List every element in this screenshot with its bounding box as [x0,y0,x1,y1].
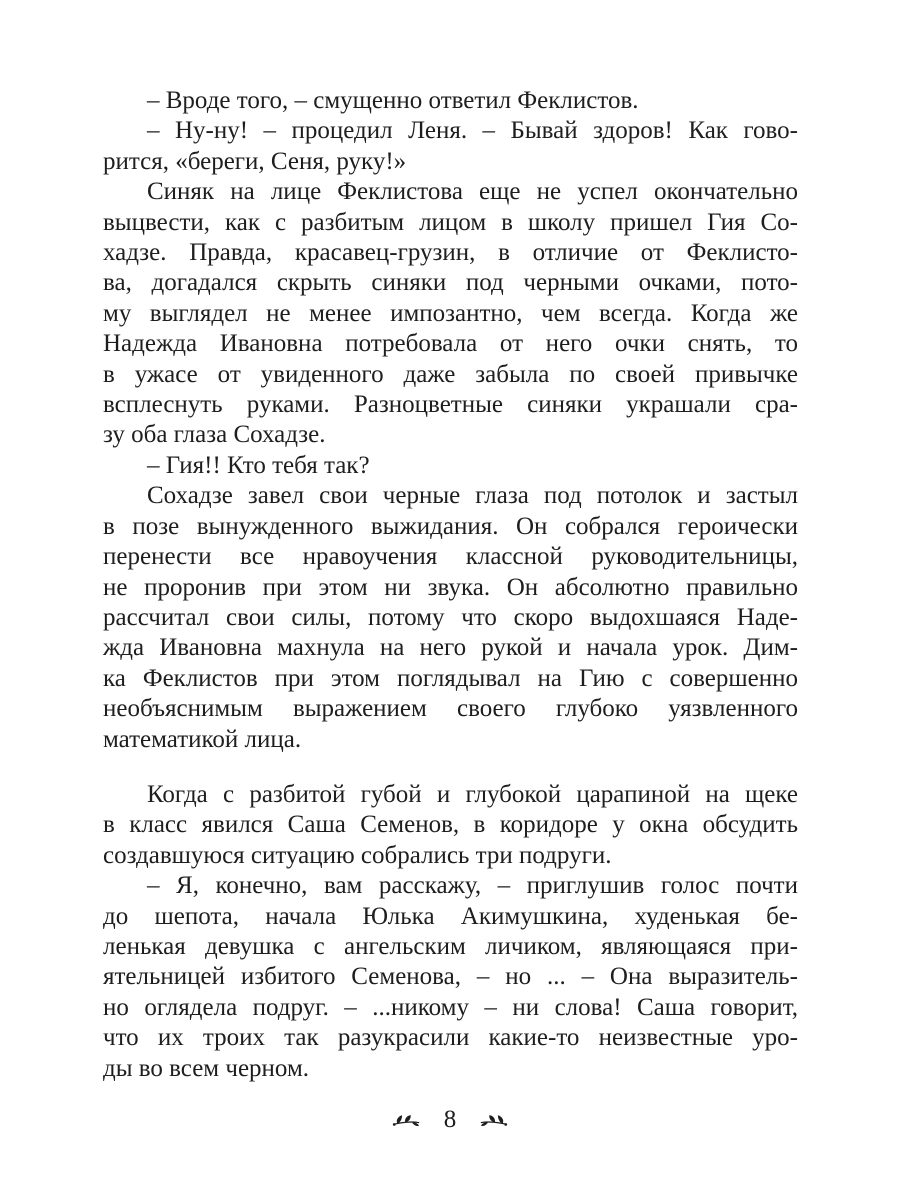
text-line: Сохадзе завел свои черные глаза под потолок и застыл [147,482,798,510]
text-line: – Ну-ну! – процедил Леня. – Бывай здоров! Как гово- [147,117,798,145]
text-line: математикой лица. [103,725,302,753]
page-footer [0,1106,900,1134]
text-line: создавшуюся ситуацию собрались три подруги. [103,841,612,869]
text-line: ятельницей избитого Семенова, – но ... – Она выразитель- [103,963,798,991]
text-line: в ужасе от увиденного даже забыла по своей привычке [103,360,798,388]
text-line: не проронив при этом ни звука. Он абсолютно правильно [103,573,798,601]
page-text [103,86,798,1084]
text-line: в класс явился Саша Семенов, в коридоре у окна обсудить [103,811,798,839]
text-line: ва, догадался скрыть синяки под черными очками, пото- [103,269,798,297]
text-line: до шепота, начала Юлька Акимушкина, худенькая бе- [103,902,798,930]
text-line: необъяснимым выражением своего глубоко уязвленного [103,695,798,723]
text-line: – Гия!! Кто тебя так? [147,451,370,479]
text-line: всплеснуть руками. Разноцветные синяки украшали сра- [103,391,798,419]
text-line: Когда с разбитой губой и глубокой царапиной на щеке [147,780,798,808]
paragraph [103,481,798,755]
text-line: что их троих так разукрасили какие-то неизвестные уро- [103,1024,798,1052]
paragraph [103,177,798,451]
fleuron-sprig-left-icon [392,1113,420,1128]
fleuron-sprig-right-icon [480,1113,508,1128]
text-line: ленькая девушка с ангельским личиком, являющаяся при- [103,932,798,960]
text-line: жда Ивановна махнула на него рукой и начала урок. Дим- [103,634,798,662]
text-line: Синяк на лице Феклистова еще не успел окончательно [147,178,798,206]
text-line: рится, «береги, Сеня, руку!» [103,147,407,175]
text-line: но оглядела подруг. – ...никому – ни слова! Саша говорит, [103,993,798,1021]
text-line: зу оба глаза Сохадзе. [103,421,326,449]
paragraph [103,871,798,1084]
text-line: – Вроде того, – смущенно ответил Феклистов. [147,87,639,114]
paragraph [103,451,798,481]
text-line: перенести все нравоучения классной руководительницы, [103,543,798,571]
page-number: 8 [443,1106,457,1133]
text-line: ка Феклистов при этом поглядывал на Гию с совершенно [103,664,798,692]
text-line: в позе вынужденного выжидания. Он собрался героически [103,512,798,540]
text-line: выцвести, как с разбитым лицом в школу пришел Гия Со- [103,208,798,236]
text-line: му выглядел не менее импозантно, чем всегда. Когда же [103,299,798,327]
text-line: рассчитал свои силы, потому что скоро выдохшаяся Наде- [103,603,798,631]
text-line: – Я, конечно, вам расскажу, – приглушив голос почти [147,872,798,900]
text-line: ды во всем черном. [103,1054,310,1082]
paragraph [103,86,798,116]
text-line: хадзе. Правда, красавец-грузин, в отличие от Феклисто- [103,239,798,267]
paragraph [103,780,798,871]
text-line: Надежда Ивановна потребовала от него очки снять, то [103,330,798,358]
paragraph [103,116,798,177]
